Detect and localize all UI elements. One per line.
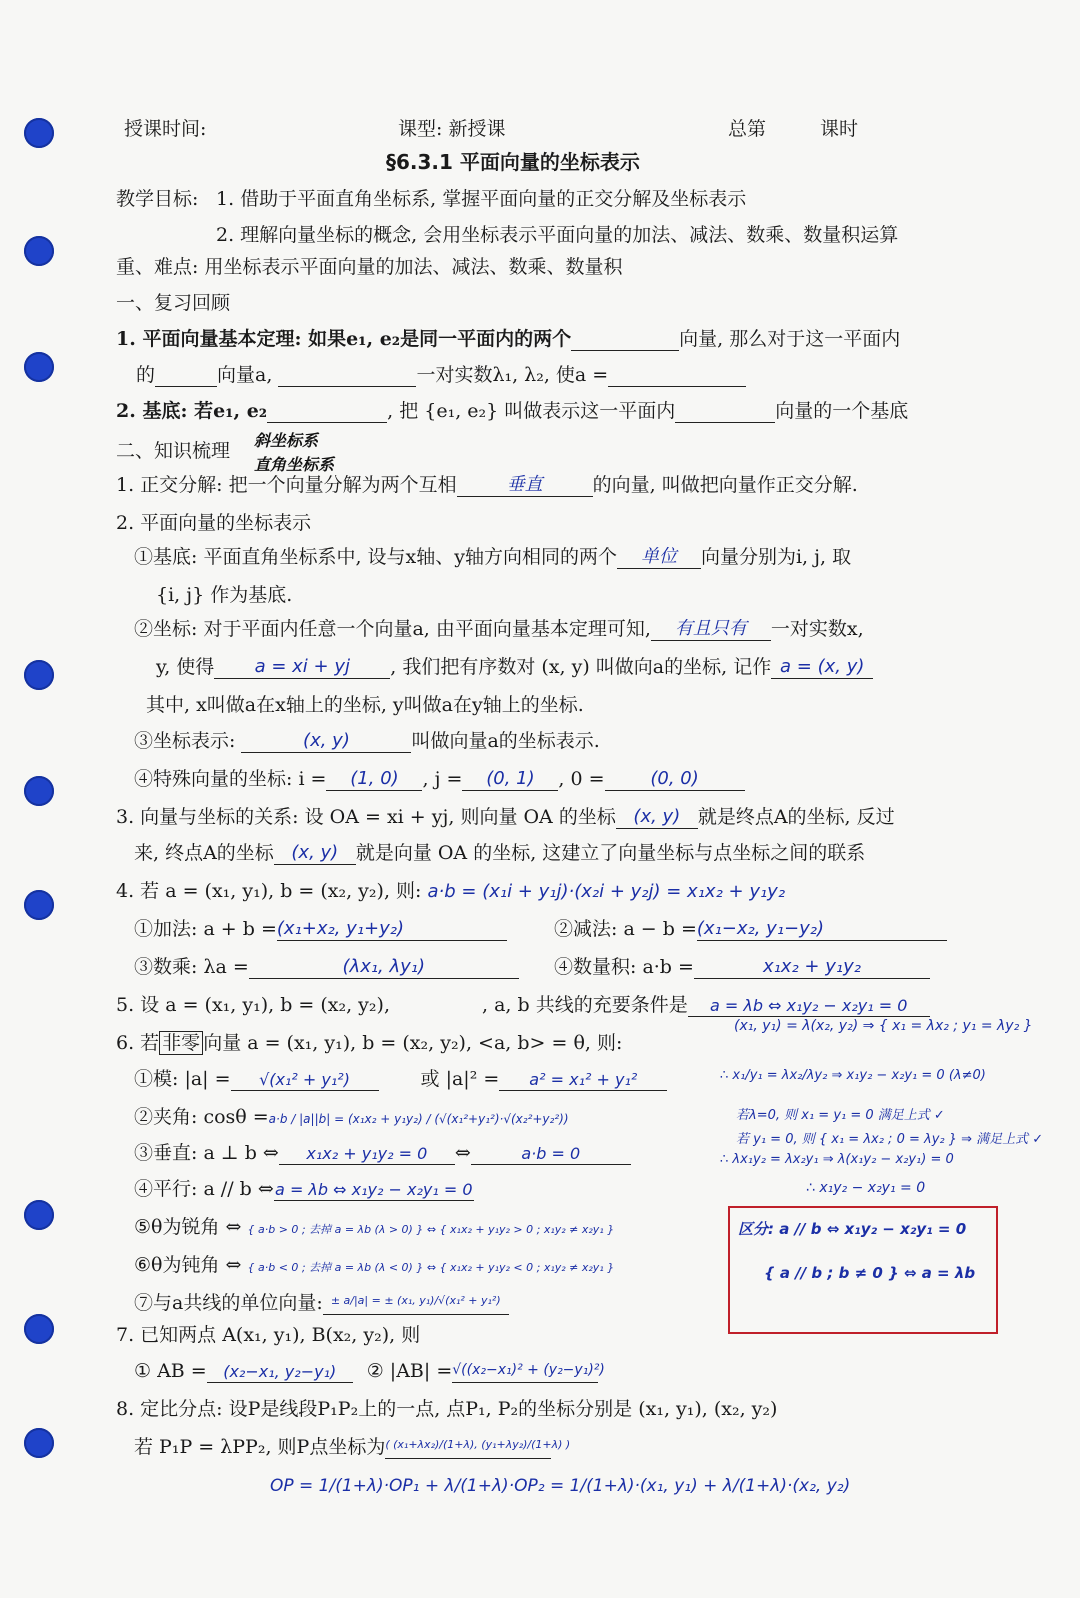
header-time: 授课时间:: [124, 118, 207, 140]
s3-text-c: 来, 终点A的坐标: [134, 842, 274, 864]
s7-1-text: ① AB =: [134, 1360, 207, 1382]
s6-4-answer: a = λb ⇔ x₁y₂ − x₂y₁ = 0: [275, 1179, 473, 1199]
s6-6: [134, 1254, 614, 1277]
s2-1-answer: 单位: [617, 546, 701, 569]
s4-2: [554, 918, 947, 941]
binder-hole-7: [24, 1200, 54, 1230]
s4-1: [134, 918, 507, 941]
s6-7: [134, 1292, 509, 1315]
goals-label: 教学目标:: [116, 188, 199, 210]
s4-text: 4. 若 a = (x₁, y₁), b = (x₂, y₂), 则:: [116, 880, 422, 902]
s8: 8. 定比分点: 设P是线段P₁P₂上的一点, 点P₁, P₂的坐标分别是 (x₁, y₁), (x₂, y₂): [116, 1398, 778, 1420]
s2-1-text: ①基底: 平面直角坐标系中, 设与x轴、y轴方向相同的两个: [134, 546, 617, 568]
s2-1: [134, 546, 851, 569]
s2-4-text-c: , 0 =: [558, 768, 605, 790]
s5-text-b: , a, b 共线的充要条件是: [482, 994, 688, 1016]
s2-4: [134, 768, 745, 791]
s7-2-answer: √((x₂−x₁)² + (y₂−y₁)²): [452, 1362, 598, 1383]
binder-hole-6: [24, 890, 54, 920]
s6-5: [134, 1216, 614, 1239]
s6-1: [134, 1068, 667, 1091]
margin-note-2: 直角坐标系: [254, 455, 335, 474]
box-line-1: 区分: a // b ⇔ x₁y₂ − x₂y₁ = 0: [738, 1220, 967, 1238]
s2-4-answer-2: (0, 1): [462, 768, 558, 791]
s7-items: [134, 1360, 605, 1383]
review-q1-e: 一对实数λ₁, λ₂, 使a =: [416, 364, 609, 386]
s6-3-text-b: ⇔: [454, 1142, 471, 1164]
s6-text-b: 向量 a = (x₁, y₁), b = (x₂, y₂), <a, b> = θ, 则:: [203, 1032, 623, 1054]
s2-2-text-c: y, 使得: [156, 656, 215, 678]
review-q1-d: 向量a,: [217, 364, 273, 386]
s4-4: [554, 956, 930, 979]
s6-7-answer: ± a/|a| = ± (x₁, y₁)/√(x₁² + y₁²): [323, 1294, 509, 1315]
header-period: 课时: [820, 118, 859, 140]
blank: [571, 330, 679, 351]
blank: [608, 366, 746, 387]
s2-3-text: ③坐标表示:: [134, 730, 236, 752]
s2-3: [134, 730, 600, 753]
side-note-4: 若 y₁ = 0, 则 { x₁ = λx₂ ; 0 = λy₂ } ⇒ 满足上式 ✓: [736, 1132, 1044, 1147]
blank: [675, 402, 775, 423]
knowledge-heading: 二、知识梳理: [116, 440, 231, 462]
s6-5-text: ⑤θ为锐角 ⇔: [134, 1216, 242, 1238]
s2-3-answer: (x, y): [241, 730, 411, 753]
review-q2: [116, 400, 908, 423]
blank: [155, 366, 217, 387]
side-note-2: ∴ x₁/y₁ = λx₂/λy₂ ⇒ x₁y₂ − x₂y₁ = 0 (λ≠0): [720, 1068, 986, 1083]
s4-4-answer: x₁x₂ + y₁y₂: [694, 956, 930, 979]
goal-1: 1. 借助于平面直角坐标系, 掌握平面向量的正交分解及坐标表示: [216, 188, 747, 210]
section-2-heading: 2. 平面向量的坐标表示: [116, 512, 312, 534]
review-q2-a: 2. 基底: 若e₁, e₂: [116, 400, 268, 422]
s3-line2: [134, 842, 865, 865]
s6-2-text: ②夹角: cosθ =: [134, 1106, 269, 1128]
blank: [267, 402, 387, 423]
review-q1-c: 的: [136, 364, 156, 386]
s6-4: [134, 1178, 474, 1201]
s4-handwriting: a·b = (x₁i + y₁j)·(x₂i + y₂j) = x₁x₂ + y₁y₂: [427, 881, 786, 902]
s2-4-text: ④特殊向量的坐标: i =: [134, 768, 327, 790]
review-q1-line1: [116, 328, 900, 351]
s2-2-text-b: 一对实数x,: [770, 618, 864, 640]
binder-hole-8: [24, 1314, 54, 1344]
s6-boxed-word: 非零: [159, 1031, 203, 1055]
s7-1-answer: (x₂−x₁, y₂−y₁): [207, 1362, 353, 1383]
binder-hole-9: [24, 1428, 54, 1458]
s2-1-text-b: 向量分别为i, j, 取: [700, 546, 852, 568]
s6-1-answer-2: a² = x₁² + y₁²: [499, 1070, 667, 1091]
s3-text: 3. 向量与坐标的关系: 设 OA = xi + yj, 则向量 OA 的坐标: [116, 806, 616, 828]
distinction-box: [728, 1206, 998, 1334]
binder-hole-1: [24, 118, 54, 148]
s6-3: [134, 1142, 631, 1165]
s2-2-text: ②坐标: 对于平面内任意一个向量a, 由平面向量基本定理可知,: [134, 618, 651, 640]
s2-2-line3: 其中, x叫做a在x轴上的坐标, y叫做a在y轴上的坐标.: [146, 694, 584, 716]
binder-hole-4: [24, 660, 54, 690]
review-q2-b: , 把 {e₁, e₂} 叫做表示这一平面内: [387, 400, 676, 422]
side-note-1: (x₁, y₁) = λ(x₂, y₂) ⇒ { x₁ = λx₂ ; y₁ = λy₂ }: [734, 1018, 1033, 1034]
s6-6-text: ⑥θ为钝角 ⇔: [134, 1254, 242, 1276]
s2-4-text-b: , j =: [422, 768, 463, 790]
s3-answer-1: (x, y): [616, 806, 698, 829]
s2-1c: {i, j} 作为基底.: [156, 584, 293, 606]
s5: [116, 994, 930, 1017]
box-line-2: { a // b ; b ≠ 0 } ⇔ a = λb: [764, 1264, 976, 1282]
s6-1-text-b: 或 |a|² =: [420, 1068, 500, 1090]
s6-1-text: ①模: |a| =: [134, 1068, 231, 1090]
review-q1-b: 向量, 那么对于这一平面内: [679, 328, 901, 350]
s4-3-answer: (λx₁, λy₁): [249, 956, 519, 979]
s2-2-answer: 有且只有: [651, 618, 771, 641]
s6: [116, 1032, 622, 1055]
blank: [278, 366, 416, 387]
s6-2-answer: a·b / |a||b| = (x₁x₂ + y₁y₂) / (√(x₁²+y₁²)·√(x₂²+y₂²)): [268, 1112, 569, 1126]
review-q1-a: 1. 平面向量基本定理: 如果e₁, e₂是同一平面内的两个: [116, 328, 572, 350]
s1-text: 1. 正交分解: 把一个向量分解为两个互相: [116, 474, 457, 496]
s6-3-answer: x₁x₂ + y₁y₂ = 0: [279, 1144, 455, 1165]
binder-hole-2: [24, 236, 54, 266]
s2-4-answer-3: (0, 0): [605, 768, 745, 791]
s5-answer: a = λb ⇔ x₁y₂ − x₂y₁ = 0: [688, 996, 930, 1017]
section-1: [116, 474, 858, 497]
key-points: 重、难点: 用坐标表示平面向量的加法、减法、数乘、数量积: [116, 256, 623, 278]
s6-7-text: ⑦与a共线的单位向量:: [134, 1292, 323, 1314]
s4-4-text: ④数量积: a·b =: [554, 956, 694, 978]
s2-3-text-b: 叫做向量a的坐标表示.: [411, 730, 600, 752]
header-total: 总第: [728, 118, 767, 140]
header-type: 课型: 新授课: [398, 118, 506, 140]
s4-3: [134, 956, 519, 979]
s8-handwriting: OP = 1/(1+λ)·OP₁ + λ/(1+λ)·OP₂ = 1/(1+λ)·(x₁, y₁) + λ/(1+λ)·(x₂, y₂): [270, 1476, 851, 1496]
s4-2-answer: (x₁−x₂, y₁−y₂): [697, 918, 947, 941]
s2-2: [134, 618, 864, 641]
side-note-6: ∴ x₁y₂ − x₂y₁ = 0: [806, 1180, 926, 1196]
s4-2-text: ②减法: a − b =: [554, 918, 697, 940]
s8-line2: [134, 1436, 571, 1459]
binder-hole-5: [24, 776, 54, 806]
s7-2-text: ② |AB| =: [366, 1360, 453, 1382]
s6-1-answer: √(x₁² + y₁²): [231, 1070, 379, 1091]
s5-text: 5. 设 a = (x₁, y₁), b = (x₂, y₂),: [116, 994, 390, 1016]
s6-5-answer: { a·b > 0 ; 去掉 a = λb (λ > 0) } ⇔ { x₁x₂ + y₁y₂ > 0 ; x₁y₂ ≠ x₂y₁ }: [247, 1223, 615, 1236]
s7: 7. 已知两点 A(x₁, y₁), B(x₂, y₂), 则: [116, 1324, 421, 1346]
s1-answer: 垂直: [457, 474, 593, 497]
side-note-3: 若λ=0, 则 x₁ = y₁ = 0 满足上式 ✓: [736, 1108, 945, 1123]
side-note-5: ∴ λx₁y₂ = λx₂y₁ ⇒ λ(x₁y₂ − x₂y₁) = 0: [720, 1152, 954, 1167]
s2-2-line2: [156, 656, 873, 679]
s3: [116, 806, 895, 829]
s3-text-b: 就是终点A的坐标, 反过: [697, 806, 895, 828]
s6-2: [134, 1106, 569, 1129]
s3-answer-2: (x, y): [274, 842, 356, 865]
review-heading: 一、复习回顾: [116, 292, 231, 314]
s6-3-answer-2: a·b = 0: [471, 1144, 631, 1165]
s8-answer: ( (x₁+λx₂)/(1+λ), (y₁+λy₂)/(1+λ) ): [385, 1438, 551, 1459]
review-q1-line2: [136, 364, 746, 387]
s6-text: 6. 若: [116, 1032, 160, 1054]
goal-2: 2. 理解向量坐标的概念, 会用坐标表示平面向量的加法、减法、数乘、数量积运算: [216, 224, 899, 246]
s2-2-text-d: , 我们把有序数对 (x, y) 叫做向a的坐标, 记作: [390, 656, 772, 678]
s2-2-answer-2: a = xi + yj: [214, 656, 390, 679]
s4-1-text: ①加法: a + b =: [134, 918, 277, 940]
s3-text-d: 就是向量 OA 的坐标, 这建立了向量坐标与点坐标之间的联系: [355, 842, 866, 864]
binder-hole-3: [24, 352, 54, 382]
s1-text-b: 的向量, 叫做把向量作正交分解.: [592, 474, 858, 496]
s6-6-answer: { a·b < 0 ; 去掉 a = λb (λ < 0) } ⇔ { x₁x₂ + y₁y₂ < 0 ; x₁y₂ ≠ x₂y₁ }: [247, 1261, 615, 1274]
s4-3-text: ③数乘: λa =: [134, 956, 249, 978]
review-q2-c: 向量的一个基底: [775, 400, 909, 422]
page-title: §6.3.1 平面向量的坐标表示: [386, 150, 640, 174]
s2-2-answer-3: a = (x, y): [771, 656, 873, 679]
margin-note-1: 斜坐标系: [254, 431, 319, 450]
s8-text-b: 若 P₁P = λPP₂, 则P点坐标为: [134, 1436, 386, 1458]
s2-4-answer-1: (1, 0): [326, 768, 422, 791]
s4: [116, 880, 785, 903]
s4-1-answer: (x₁+x₂, y₁+y₂): [277, 918, 507, 941]
s6-4-text: ④平行: a // b ⇔: [134, 1178, 274, 1200]
s6-3-text: ③垂直: a ⊥ b ⇔: [134, 1142, 279, 1164]
